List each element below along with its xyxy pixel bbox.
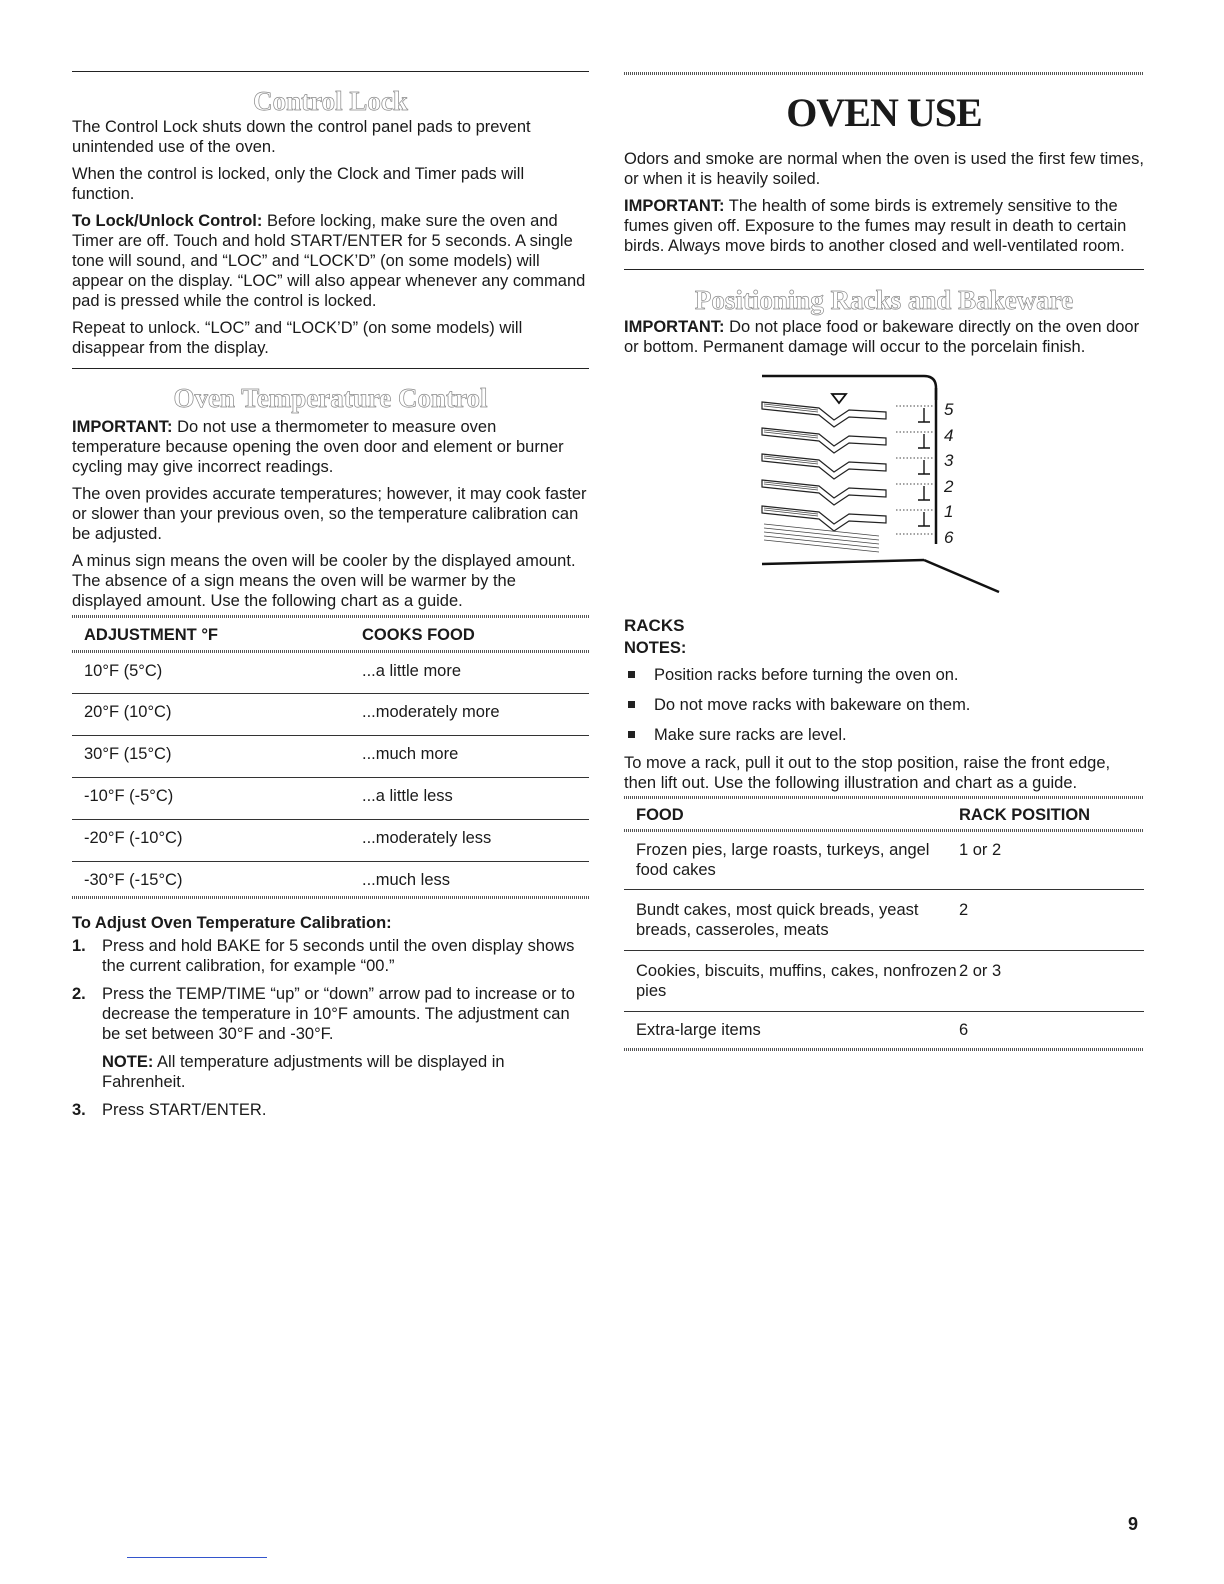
step-number: 2.: [72, 985, 86, 1003]
calibration-steps: [72, 936, 589, 1120]
rack-label: 3: [944, 451, 954, 470]
oven-temp-heading: Oven Temperature Control: [173, 383, 488, 413]
table-row: [624, 890, 1144, 951]
step-item: [72, 936, 589, 976]
adjustment-cell: -30°F (-15°C): [84, 871, 183, 889]
notes-title: NOTES:: [624, 639, 687, 657]
adjustment-cell: -20°F (-10°C): [84, 829, 183, 847]
table-row: [624, 832, 1144, 890]
bullet-icon: [628, 731, 635, 738]
table-header: [72, 622, 589, 648]
rack-illustration: [624, 364, 1144, 600]
important-text: Do not use a thermometer to measure oven temperature because opening the oven door and element or burner cycling may give incorrect readings.: [72, 418, 564, 476]
rack-diagram: [624, 364, 1144, 600]
table-header: [624, 802, 1144, 828]
table-row: [72, 694, 589, 736]
control-lock-heading: Control Lock: [253, 86, 408, 116]
oven-use-p1: Odors and smoke are normal when the oven is used the first few times, or when it is heavily soiled.: [624, 150, 1144, 188]
top-rule: [72, 71, 589, 72]
important-text: Do not place food or bakeware directly on the oven door or bottom. Permanent damage will occur to the porcelain finish.: [624, 318, 1140, 356]
notes-list: [624, 665, 1144, 745]
control-lock-p1: The Control Lock shuts down the control panel pads to prevent unintended use of the oven.: [72, 118, 531, 156]
oven-use-p2: [624, 196, 1144, 256]
step-note: [102, 1052, 589, 1092]
rack-cell: 1 or 2: [959, 841, 1002, 859]
lock-unlock-label: To Lock/Unlock Control:: [72, 212, 263, 230]
adjust-calibration-title: To Adjust Oven Temperature Calibration:: [72, 914, 392, 932]
step-text: Press the TEMP/TIME “up” or “down” arrow pad to increase or to decrease the temperature in 10°F amounts. The adjustment can be set between 30°F and -30°F.: [102, 985, 575, 1043]
note-text: Position racks before turning the oven on.: [654, 666, 959, 684]
table-row: [72, 820, 589, 862]
step-item: [72, 1100, 589, 1120]
rack-cell: 6: [959, 1021, 969, 1039]
food-rack-table: [624, 796, 1144, 1051]
food-cell: Extra-large items: [636, 1021, 761, 1039]
cooks-food-cell: ...a little more: [362, 662, 462, 680]
important-label: IMPORTANT:: [624, 318, 725, 336]
note-text: All temperature adjustments will be displayed in Fahrenheit.: [102, 1053, 505, 1091]
note-text: Do not move racks with bakeware on them.: [654, 696, 971, 714]
page-number: 9: [1128, 1514, 1139, 1534]
table-top-rule: [624, 796, 1144, 799]
adjustment-cell: -10°F (-5°C): [84, 787, 174, 805]
food-cell: Frozen pies, large roasts, turkeys, angel food cakes: [636, 841, 930, 879]
cooks-food-cell: ...much more: [362, 745, 459, 763]
table-row: [72, 862, 589, 896]
positioning-p2: To move a rack, pull it out to the stop position, raise the front edge, then lift out. Use the following illustration and chart as a guide.: [624, 754, 1111, 792]
note-label: NOTE:: [102, 1053, 154, 1071]
adjustment-cell: 30°F (15°C): [84, 745, 172, 763]
table-bottom-rule: [72, 896, 589, 899]
racks-title: RACKS: [624, 616, 685, 635]
header-rack-position: RACK POSITION: [959, 806, 1091, 824]
food-cell: Cookies, biscuits, muffins, cakes, nonfrozen pies: [636, 962, 957, 1000]
rack-cell: 2 or 3: [959, 962, 1002, 980]
right-column: [624, 0, 1144, 1051]
food-cell: Bundt cakes, most quick breads, yeast breads, casseroles, meats: [636, 901, 919, 939]
control-lock-p4: Repeat to unlock. “LOC” and “LOCK’D” (on some models) will disappear from the display.: [72, 319, 523, 357]
adjustment-cell: 20°F (10°C): [84, 703, 172, 721]
table-row: [624, 1012, 1144, 1048]
header-food: FOOD: [636, 806, 684, 824]
positioning-p1: [624, 317, 1144, 357]
step-number: 3.: [72, 1101, 86, 1119]
rack-label: 4: [944, 425, 954, 445]
footer-link-line: [127, 1557, 267, 1558]
bullet-icon: [628, 671, 635, 678]
control-lock-p2: When the control is locked, only the Clock and Timer pads will function.: [72, 165, 525, 203]
oven-use-title: OVEN USE: [786, 90, 982, 135]
rack-label: 2: [944, 476, 954, 496]
rack-label: 6: [944, 527, 954, 547]
important-label: IMPORTANT:: [72, 418, 173, 436]
table-row: [72, 736, 589, 778]
rack-cell: 2: [959, 901, 969, 919]
bullet-icon: [628, 701, 635, 708]
cooks-food-cell: ...a little less: [362, 787, 453, 805]
cooks-food-cell: ...moderately less: [362, 829, 492, 847]
note-item: [624, 725, 1144, 745]
lock-unlock-text: Before locking, make sure the oven and Timer are off. Touch and hold START/ENTER for 5 seconds. A single tone will sound, and “LOC” and “LOCK’D” (on some models) will appear on the display. “LOC” will also appear whenever any command pad is pressed while the control is locked.: [72, 212, 586, 310]
header-adjustment: ADJUSTMENT °F: [84, 626, 219, 644]
table-row: [72, 778, 589, 820]
left-column: [72, 0, 589, 1128]
table-top-rule: [72, 615, 589, 618]
cooks-food-cell: ...moderately more: [362, 703, 500, 721]
cooks-food-cell: ...much less: [362, 871, 451, 889]
table-bottom-rule: [624, 1048, 1144, 1051]
oven-temp-p3: A minus sign means the oven will be cooler by the displayed amount. The absence of a sign means the oven will be warmer by the displayed amount. Use the following chart as a guide.: [72, 552, 576, 610]
important-text: The health of some birds is extremely sensitive to the fumes given off. Exposure to the fumes may result in death to certain birds. Always move birds to another closed and well-ventilated room.: [624, 197, 1127, 255]
table-row: [624, 951, 1144, 1012]
step-text: Press START/ENTER.: [102, 1101, 267, 1119]
note-item: [624, 665, 1144, 685]
control-lock-p3: [72, 211, 589, 311]
section-rule: [72, 368, 589, 369]
positioning-heading: Positioning Racks and Bakeware: [694, 285, 1074, 315]
step-text: Press and hold BAKE for 5 seconds until the oven display shows the current calibration, for example “00.”: [102, 937, 575, 975]
step-number: 1.: [72, 937, 86, 955]
adjustment-table: [72, 615, 589, 899]
note-item: [624, 695, 1144, 715]
section-rule: [624, 269, 1144, 270]
note-text: Make sure racks are level.: [654, 726, 847, 744]
important-label: IMPORTANT:: [624, 197, 725, 215]
rack-position-labels: [944, 397, 953, 550]
table-row: [72, 653, 589, 694]
rack-label: 1: [944, 502, 954, 521]
rack-label: 5: [944, 400, 954, 419]
top-dotted-rule: [624, 72, 1144, 75]
oven-temp-p2: The oven provides accurate temperatures; however, it may cook faster or slower than your previous oven, so the temperature calibration can be adjusted.: [72, 485, 587, 543]
adjustment-cell: 10°F (5°C): [84, 662, 163, 680]
step-item: [72, 984, 589, 1092]
header-cooks-food: COOKS FOOD: [362, 626, 475, 644]
oven-temp-p1: [72, 417, 589, 477]
